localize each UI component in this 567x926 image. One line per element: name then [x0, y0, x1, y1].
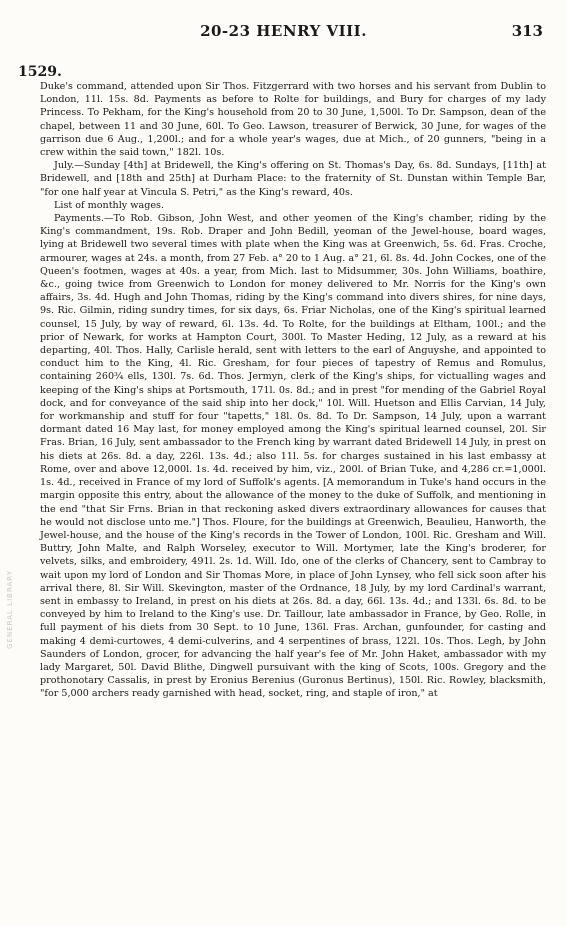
- body-text: [40, 80, 546, 701]
- margin-year: 1529.: [18, 64, 62, 80]
- paragraph: Payments.—To Rob. Gibson, John West, and other yeomen of the King's chamber, riding by the King's commandment, 19s. Rob. Draper and John Bedill, yeoman of the Jewel-house, board wages, lying at Bridewell two several times with plate when the King was at Greenwich, 5s. 6d. Fras. Croche, armourer, wages at 24s. a month, from 27 Feb. a° 20 to 1 Aug. a° 21, 6l. 8s. 4d. John Cockes, one of the Queen's footmen, wages at 40s. a year, from Mich. last to Midsummer, 30s. John Williams, boathire, &c., going twice from Greenwich to London for money delivered to Mr. Norris for the King's own affairs, 3s. 4d. Hugh and John Thomas, riding by the King's command into divers shires, for nine days, 9s. Ric. Gilmin, riding sundry times, for six days, 6s. Friar Nicholas, one of the King's spiritual learned counsel, 15 July, by way of reward, 6l. 13s. 4d. To Rolte, for the buildings at Eltham, 100l.; and the prior of Newark, for works at Hampton Court, 300l. To Master Heding, 12 July, as a reward at his departing, 40l. Thos. Hally, Carlisle herald, sent with letters to the earl of Anguyshe, and appointed to conduct him to the King, 4l. Ric. Gresham, for four pieces of tapestry of Remus and Romulus, containing 260¾ ells, 130l. 7s. 6d. Thos. Jermyn, clerk of the King's ships, for victualling wages and keeping of the King's ships at Portsmouth, 171l. 0s. 8d.; and in prest "for mending of the Gabriel Royal dock, and for conveyance of the said ship into her dock," 10l. Will. Huetson and Ellis Carvian, 14 July, for workmanship and stuff for four "tapetts," 18l. 0s. 8d. To Dr. Sampson, 14 July, upon a warrant dormant dated 16 May last, for money employed among the King's spiritual learned counsel, 20l. Sir Fras. Brian, 16 July, sent ambassador to the French king by warrant dated Bridewell 14 July, in prest on his diets at 26s. 8d. a day, 226l. 13s. 4d.; also 11l. 5s. for charges sustained in his last embassy at Rome, over and above 12,000l. 1s. 4d. received by him, viz., 200l. of Brian Tuke, and 4,286 cr.=1,000l. 1s. 4d., received in France of my lord of Suffolk's agents. [A memorandum in Tuke's hand occurs in the margin opposite this entry, about the allowance of the money to the duke of Suffolk, and mentioning in the end "that Sir Frns. Brian in that reckoning asked divers extraordinary allowances for causes that he would not disclose unto me."] Thos. Floure, for the buildings at Greenwich, Beaulieu, Hanworth, the Jewel-house, and the house of the King's records in the Tower of London, 100l. Ric. Gresham and Will. Buttry, John Malte, and Ralph Worseley, executor to Will. Mortymer, late the King's broderer, for velvets, silks, and embroidery, 491l. 2s. 1d. Will. Ido, one of the clerks of Chancery, sent to Cambray to wait upon my lord of London and Sir Thomas More, in place of John Lynsey, who fell sick soon after his arrival there, 8l. Sir Will. Skevington, master of the Ordnance, 18 July, by my lord Cardinal's warrant, sent in embassy to Ireland, in prest on his diets at 26s. 8d. a day, 66l. 13s. 4d.; and 133l. 6s. 8d. to be conveyed by him to Ireland to the King's use. Dr. Taillour, late ambassador in France, by Geo. Rolle, in full payment of his diets from 30 Sept. to 10 June, 136l. Fras. Archan, gunfounder, for casting and making 4 demi-curtowes, 4 demi-culverins, and 4 serpentines of brass, 122l. 10s. Thos. Legh, by John Saunders of London, grocer, for advancing the half year's fee of Mr. John Haket, ambassador with my lady Margaret, 50l. David Blithe, Dingwell pursuivant with the king of Scots, 100s. Gregory and the prothonotary Cassalis, in prest by Eronius Berenius (Guronus Bertinus), 150l. Ric. Rowley, blacksmith, "for 5,000 archers ready garnished with head, socket, ring, and staple of iron," at: [40, 213, 546, 700]
- page-number: 313: [511, 22, 543, 40]
- running-title: 20-23 HENRY VIII.: [200, 22, 367, 40]
- paragraph: List of monthly wages.: [54, 199, 164, 211]
- library-watermark: GENERAL LIBRARY: [6, 570, 14, 649]
- paragraph: Duke's command, attended upon Sir Thos. Fitzgerrard with two horses and his servant from Dublin to London, 11l. 15s. 8d. Payments as before to Rolte for buildings, and Bury for charges of my lady Princess. To Pekham, for the King's household from 20 to 30 June, 1,500l. To Dr. Sampson, dean of the chapel, between 11 and 30 June, 60l. To Geo. Lawson, treasurer of Berwick, 30 June, for wages of the garrison due 6 Aug., 1,200l.; and for a whole year's wages, due at Mich., of 20 gunners, "being in a crew within the said town," 182l. 10s.: [40, 81, 546, 159]
- page-header: [0, 22, 567, 42]
- paragraph: July.—Sunday [4th] at Bridewell, the King's offering on St. Thomas's Day, 6s. 8d. Sundays, [11th] at Bridewell, and [18th and 25th] at Durham Place: to the fraternity of St. Dunstan within Temple Bar, "for one half year at Vincula S. Petri," as the King's reward, 40s.: [40, 160, 546, 198]
